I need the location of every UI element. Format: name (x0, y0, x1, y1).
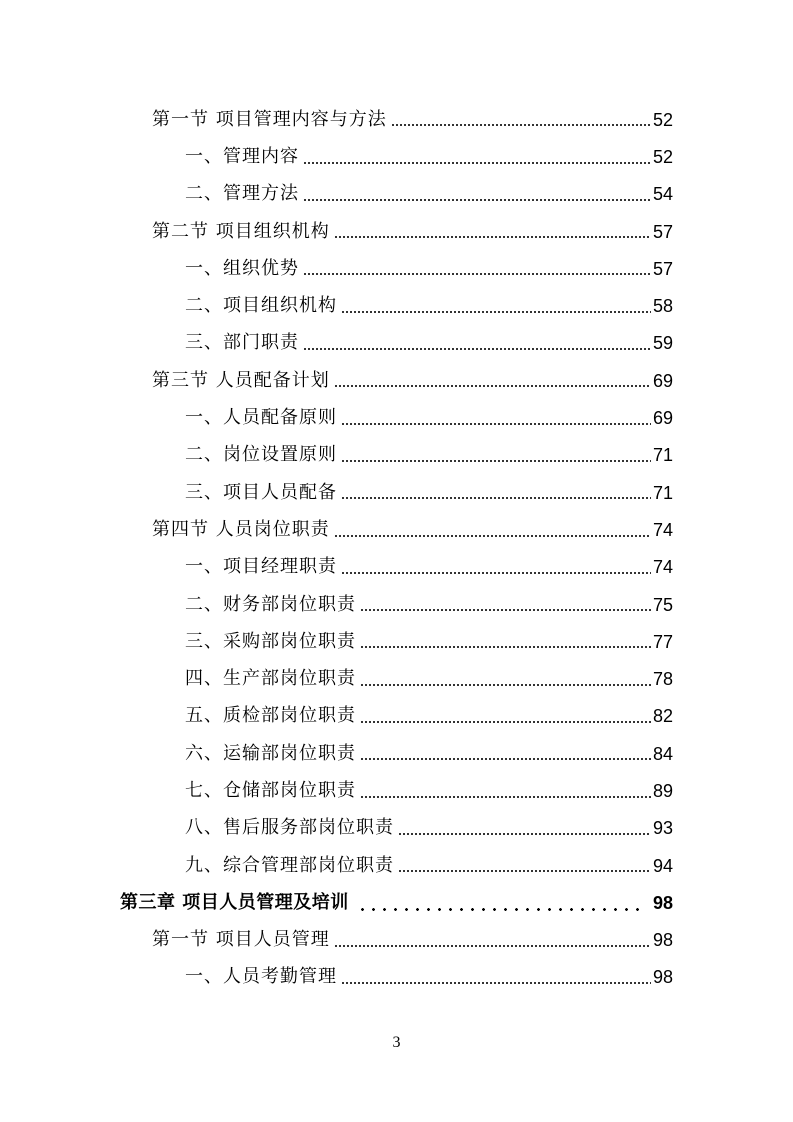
toc-entry[interactable] (120, 213, 673, 250)
toc-entry-title: 五、质检部岗位职责 (185, 705, 356, 727)
toc-entry-page: 69 (652, 370, 673, 391)
toc-entry-title: 二、项目组织机构 (185, 295, 337, 317)
toc-entry-title: 八、售后服务部岗位职责 (185, 817, 394, 839)
toc-leader-dots (360, 721, 651, 723)
toc-entry-page: 52 (652, 109, 673, 130)
toc-entry-title: 四、生产部岗位职责 (185, 668, 356, 690)
toc-entry-page: 71 (652, 482, 673, 503)
toc-entry-page: 98 (652, 930, 673, 951)
toc-leader-dots (360, 609, 651, 611)
toc-entry-page: 94 (652, 855, 673, 876)
toc-leader-dots (341, 311, 651, 313)
toc-entry-page: 57 (652, 221, 673, 242)
toc-entry-title: 第一节 项目人员管理 (152, 929, 330, 951)
toc-entry-page: 84 (652, 743, 673, 764)
toc-entry-page: 52 (652, 146, 673, 167)
toc-entry-page: 71 (652, 445, 673, 466)
toc-entry-page: 82 (652, 706, 673, 727)
toc-entry-title: 第二节 项目组织机构 (152, 220, 330, 242)
toc-entry[interactable] (120, 959, 673, 996)
toc-leader-dots (360, 796, 651, 798)
toc-leader-dots (341, 460, 651, 462)
toc-entry-page: 59 (652, 333, 673, 354)
toc-leader-dots (334, 236, 651, 238)
toc-entry[interactable] (120, 250, 673, 287)
toc-leader-dots (303, 273, 651, 275)
toc-entry[interactable] (120, 325, 673, 362)
toc-entry-page: 69 (652, 408, 673, 429)
toc-entry[interactable] (120, 474, 673, 511)
toc-entry-title: 一、管理内容 (185, 145, 299, 167)
toc-entry[interactable] (120, 287, 673, 324)
toc-entry-title: 一、组织优势 (185, 257, 299, 279)
toc-entry-page: 89 (652, 780, 673, 801)
toc-entry-title: 一、项目经理职责 (185, 556, 337, 578)
toc-entry[interactable] (120, 660, 673, 697)
toc-entry[interactable] (120, 511, 673, 548)
toc-entry-title: 第三章 项目人员管理及培训 (120, 891, 349, 913)
toc-leader-dots (360, 646, 651, 648)
toc-leader-dots (357, 908, 647, 911)
toc-entry-title: 六、运输部岗位职责 (185, 742, 356, 764)
toc-entry[interactable] (120, 437, 673, 474)
toc-entry[interactable] (120, 362, 673, 399)
toc-entry[interactable] (120, 623, 673, 660)
toc-entry-page: 93 (652, 818, 673, 839)
toc-entry-title: 三、采购部岗位职责 (185, 630, 356, 652)
toc-leader-dots (334, 385, 651, 387)
page-number: 3 (392, 1034, 401, 1051)
toc-entry-page: 78 (652, 669, 673, 690)
toc-entry[interactable] (120, 772, 673, 809)
toc-leader-dots (303, 348, 651, 350)
toc-entry-page: 98 (652, 967, 673, 988)
toc-leader-dots (391, 124, 651, 126)
toc-entry-title: 二、岗位设置原则 (185, 444, 337, 466)
toc-leader-dots (398, 870, 651, 872)
toc-entry-title: 第一节 项目管理内容与方法 (152, 108, 387, 130)
toc-entry-page: 57 (652, 258, 673, 279)
toc-entry-title: 第三节 人员配备计划 (152, 369, 330, 391)
toc-entry-title: 二、管理方法 (185, 183, 299, 205)
toc-entry[interactable] (120, 922, 673, 959)
toc-leader-dots (341, 423, 651, 425)
toc-leader-dots (398, 833, 651, 835)
toc-leader-dots (360, 758, 651, 760)
toc-entry-title: 三、项目人员配备 (185, 481, 337, 503)
toc-entry[interactable] (120, 176, 673, 213)
toc-entry[interactable] (120, 138, 673, 175)
toc-entry-title: 七、仓储部岗位职责 (185, 779, 356, 801)
toc-leader-dots (341, 572, 651, 574)
toc-leader-dots (341, 497, 651, 499)
toc-entry-title: 一、人员配备原则 (185, 407, 337, 429)
toc-entry-page: 58 (652, 296, 673, 317)
toc-entry-title: 第四节 人员岗位职责 (152, 518, 330, 540)
toc-entry-page: 77 (652, 631, 673, 652)
table-of-contents (120, 101, 673, 996)
toc-leader-dots (334, 535, 651, 537)
toc-leader-dots (303, 199, 651, 201)
toc-leader-dots (303, 162, 651, 164)
toc-leader-dots (334, 945, 651, 947)
toc-entry-page: 75 (652, 594, 673, 615)
toc-entry[interactable] (120, 847, 673, 884)
toc-entry[interactable] (120, 101, 673, 138)
toc-entry-title: 三、部门职责 (185, 332, 299, 354)
toc-entry[interactable] (120, 399, 673, 436)
toc-entry-page: 74 (652, 519, 673, 540)
toc-leader-dots (341, 982, 651, 984)
toc-entry[interactable] (120, 735, 673, 772)
toc-leader-dots (360, 684, 651, 686)
toc-entry[interactable] (120, 698, 673, 735)
toc-chapter-entry[interactable] (120, 884, 673, 921)
toc-entry-title: 一、人员考勤管理 (185, 966, 337, 988)
toc-entry-title: 九、综合管理部岗位职责 (185, 854, 394, 876)
toc-entry[interactable] (120, 549, 673, 586)
toc-entry-page: 74 (652, 557, 673, 578)
toc-entry[interactable] (120, 810, 673, 847)
toc-entry-page: 54 (652, 184, 673, 205)
toc-entry[interactable] (120, 586, 673, 623)
toc-entry-page: 98 (652, 892, 673, 913)
toc-entry-title: 二、财务部岗位职责 (185, 593, 356, 615)
